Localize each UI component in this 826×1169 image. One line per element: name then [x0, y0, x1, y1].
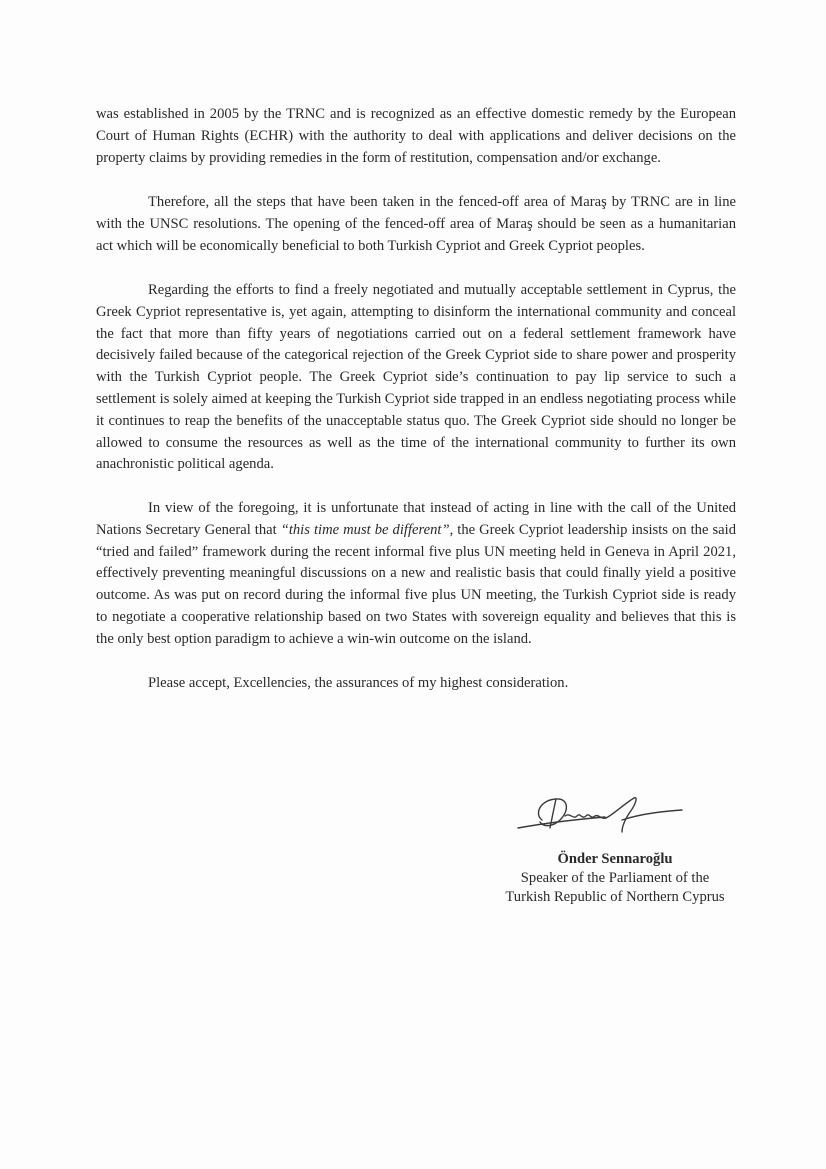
- signature-block: [470, 850, 760, 907]
- handwritten-signature: [510, 790, 690, 840]
- signatory-name: Önder Sennaroğlu: [557, 851, 673, 867]
- paragraph-two-states-position: [96, 498, 736, 651]
- paragraph-echr-remedy: was established in 2005 by the TRNC and is recognized as an effective domestic remedy by the European Court of Human Rights (ECHR) with the authority to deal with applications and deliver decisions on the property claims by providing remedies in the form of restitution, compensation and/or exchange.: [96, 106, 736, 166]
- paragraph-settlement-efforts: Regarding the efforts to find a freely negotiated and mutually acceptable settlement in Cyprus, the Greek Cypriot representative is, yet again, attempting to disinform the international community and conceal the fact that more than fifty years of negotiations carried out on a federal settlement framework have decisively failed because of the categorical rejection of the Greek Cypriot side to share power and prosperity with the Turkish Cypriot people. The Greek Cypriot side’s continuation to pay lip service to such a settlement is solely aimed at keeping the Turkish Cypriot side trapped in an endless negotiating process while it continues to reap the benefits of the unacceptable status quo. The Greek Cypriot side should no longer be allowed to consume the resources as well as the time of the international community to further its own anachronistic political agenda.: [96, 282, 736, 473]
- sg-quote-italic: “this time must be different”: [280, 521, 450, 538]
- paragraph-text-after-quote: , the Greek Cypriot leadership insists on the said “tried and failed” framework during the recent informal five plus UN meeting held in Geneva in April 2021, effectively preventing meaningful discussions on a new and realistic basis that could finally yield a positive outcome. As was put on record during the informal five plus UN meeting, the Turkish Cypriot side is ready to negotiate a cooperative relationship based on two States with sovereign equality and believes that this is the only best option paradigm to achieve a win-win outcome on the island.: [96, 521, 737, 647]
- paragraph-text-before-quote: In view of the foregoing, it is unfortunate that instead of acting in line with the call of the United Nations Secretary General that: [96, 500, 736, 538]
- signatory-title-line2: Turkish Republic of Northern Cyprus: [505, 889, 725, 905]
- signatory-title-line1: Speaker of the Parliament of the: [520, 870, 710, 886]
- closing-courtesy: Please accept, Excellencies, the assurances of my highest consideration.: [148, 675, 569, 691]
- paragraph-maras-steps: Therefore, all the steps that have been taken in the fenced-off area of Maraş by TRNC are in line with the UNSC resolutions. The opening of the fenced-off area of Maraş should be seen as a humanitarian act which will be economically beneficial to both Turkish Cypriot and Greek Cypriot peoples.: [96, 194, 736, 254]
